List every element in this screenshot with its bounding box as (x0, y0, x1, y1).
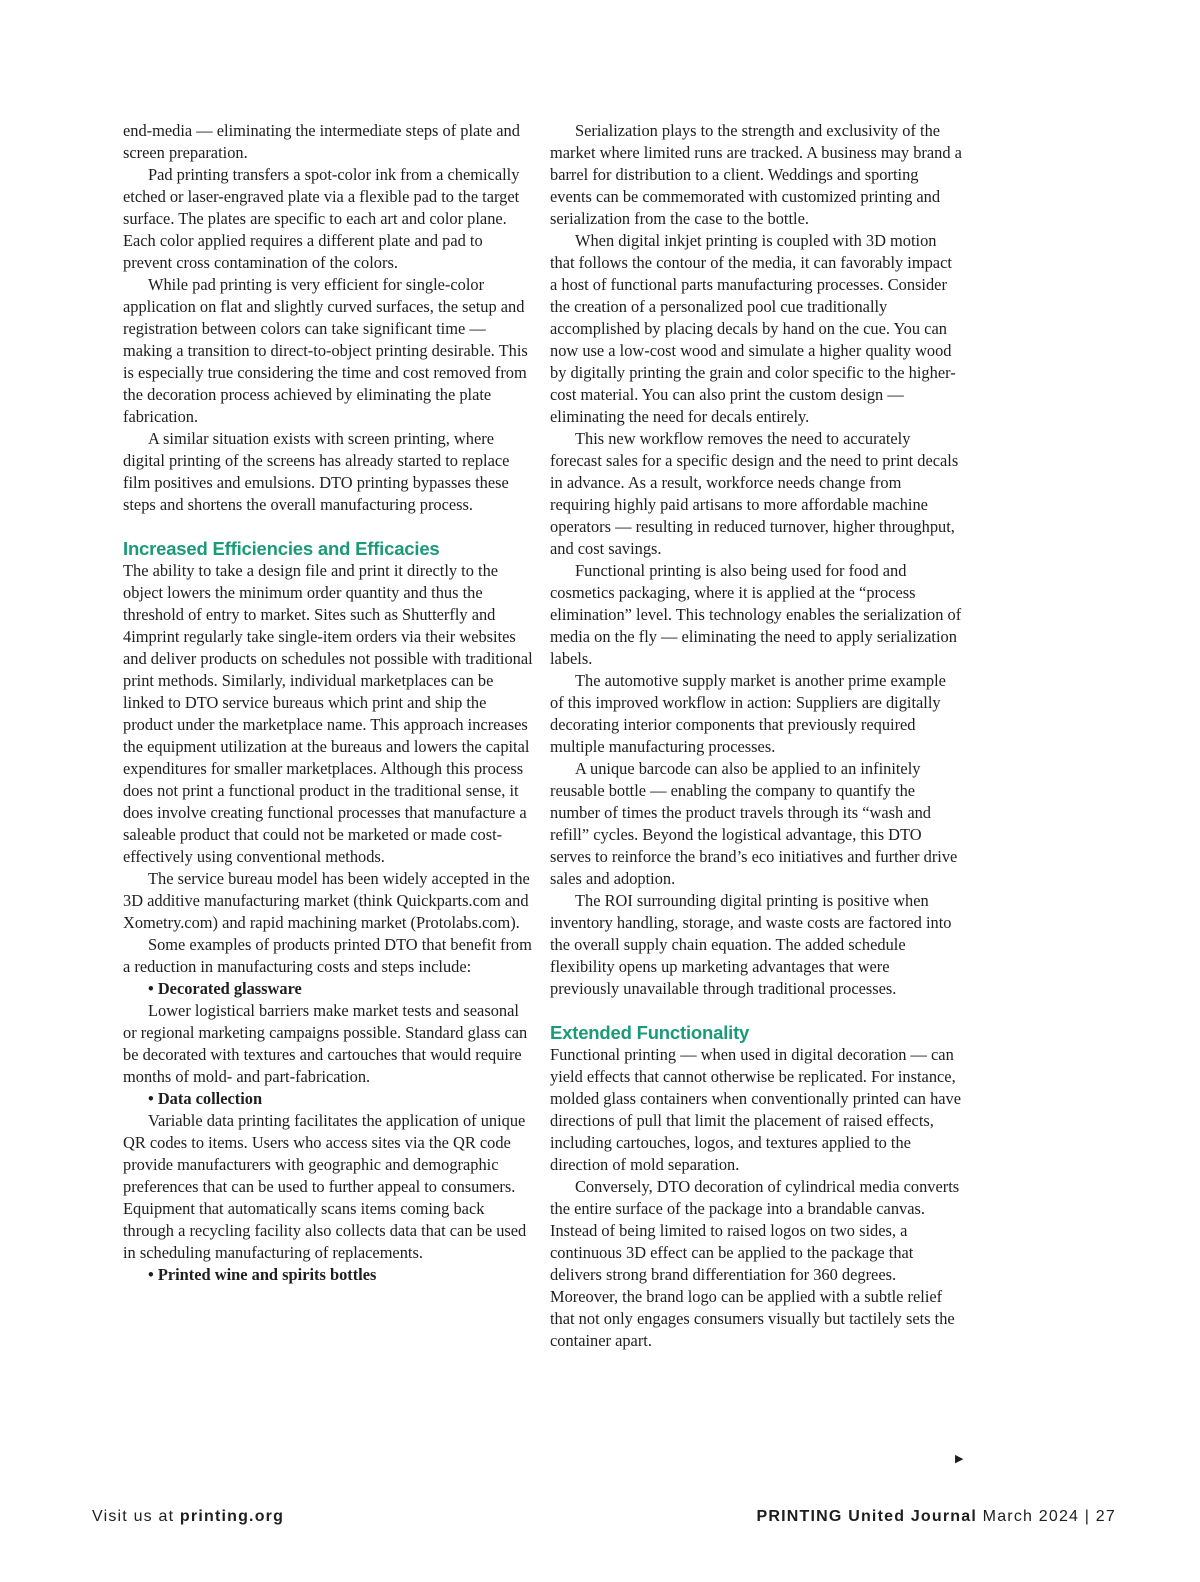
body-paragraph: Variable data printing facilitates the application of unique QR codes to items. Users who access sites via the QR code provide manufacturers with geographic and demographic preferences that can be used to further appeal to consumers. Equipment that automatically scans items coming back through a recycling facility also collects data that can be used in scheduling manufacturing of replacements. (123, 1111, 527, 1262)
footer-left (92, 1508, 284, 1526)
footer-website-link[interactable]: printing.org (179, 1508, 285, 1525)
body-paragraph: Conversely, DTO decoration of cylindrical media converts the entire surface of the package into a brandable canvas. Instead of being limited to raised logos on two sides, a continuous 3D effect can be applied to the package that delivers strong brand differentiation for 360 degrees. Moreover, the brand logo can be applied with a subtle relief that not only engages consumers visually but tactilely sets the container apart. (550, 1177, 960, 1350)
bullet-item: • Decorated glassware (148, 979, 302, 998)
body-paragraph: The ROI surrounding digital printing is positive when inventory handling, storage, and waste costs are factored into the overall supply chain equation. The added schedule flexibility opens up marketing advantages that were previously unavailable through traditional processes. (550, 891, 952, 998)
body-paragraph: Some examples of products printed DTO that benefit from a reduction in manufacturing costs and steps include: (123, 935, 532, 976)
body-paragraph: end-media — eliminating the intermediate steps of plate and screen preparation. (123, 121, 520, 162)
section-heading: Increased Efficiencies and Efficacies (123, 538, 440, 559)
body-paragraph: Functional printing — when used in digital decoration — can yield effects that cannot otherwise be replicated. For instance, molded glass containers when conventionally printed can have directions of pull that limit the placement of raised effects, including cartouches, logos, and textures applied to the direction of mold separation. (550, 1045, 962, 1174)
body-paragraph: Serialization plays to the strength and exclusivity of the market where limited runs are tracked. A business may brand a barrel for distribution to a client. Weddings and sporting events can be commemorated with customized printing and serialization from the case to the bottle. (550, 121, 962, 228)
section-heading: Extended Functionality (550, 1022, 750, 1043)
body-paragraph: The service bureau model has been widely accepted in the 3D additive manufacturing market (think Quickparts.com and Xometry.com) and rapid machining market (Protolabs.com). (123, 869, 530, 932)
body-paragraph: Functional printing is also being used for food and cosmetics packaging, where it is applied at the “process elimination” level. This technology enables the serialization of media on the fly — eliminating the need to apply serialization labels. (550, 561, 962, 668)
body-paragraph: The automotive supply market is another prime example of this improved workflow in action: Suppliers are digitally decorating interior components that previously required multiple manufacturing processes. (550, 671, 946, 756)
body-paragraph: This new workflow removes the need to accurately forecast sales for a specific design and the need to print decals in advance. As a result, workforce needs change from requiring highly paid artisans to more affordable machine operators — resulting in reduced turnover, higher throughput, and cost savings. (550, 429, 959, 558)
footer-issue-page: March 2024 | 27 (977, 1508, 1116, 1525)
bullet-item: • Printed wine and spirits bottles (148, 1265, 377, 1284)
footer-right (757, 1508, 1116, 1526)
body-paragraph: A unique barcode can also be applied to an infinitely reusable bottle — enabling the company to quantify the number of times the product travels through its “wash and refill” cycles. Beyond the logistical advantage, this DTO serves to reinforce the brand’s eco initiatives and further drive sales and adoption. (550, 759, 958, 888)
body-paragraph: The ability to take a design file and print it directly to the object lowers the minimum order quantity and thus the threshold of entry to market. Sites such as Shutterfly and 4imprint regularly take single-item orders via their websites and deliver products on schedules not possible with traditional print methods. Similarly, individual marketplaces can be linked to DTO service bureaus which print and ship the product under the marketplace name. This approach increases the equipment utilization at the bureaus and lowers the capital expenditures for smaller marketplaces. Although this process does not print a functional product in the traditional sense, it does involve creating functional processes that manufacture a saleable product that could not be marketed or made cost-effectively using conventional methods. (123, 561, 533, 866)
body-paragraph: Pad printing transfers a spot-color ink from a chemically etched or laser-engraved plate via a flexible pad to the target surface. The plates are specific to each art and color plane. Each color applied requires a different plate and pad to prevent cross contamination of the colors. (123, 165, 520, 272)
continue-arrow-icon: ▶ (955, 1452, 964, 1465)
footer-brand: PRINTING United Journal (756, 1508, 978, 1525)
bullet-item: • Data collection (148, 1089, 263, 1108)
body-paragraph: When digital inkjet printing is coupled with 3D motion that follows the contour of the media, it can favorably impact a host of functional parts manufacturing processes. Consider the creation of a personalized pool cue traditionally accomplished by placing decals by hand on the cue. You can now use a low-cost wood and simulate a higher quality wood by digitally printing the grain and color specific to the higher-cost material. You can also print the custom design — eliminating the need for decals entirely. (550, 231, 956, 426)
footer-visit-text: Visit us at (92, 1508, 180, 1525)
left-column (123, 120, 533, 1286)
body-paragraph: While pad printing is very efficient for single-color application on flat and slightly curved surfaces, the setup and registration between colors can take significant time — making a transition to direct-to-object printing desirable. This is especially true considering the time and cost removed from the decoration process achieved by eliminating the plate fabrication. (123, 275, 528, 426)
body-paragraph: Lower logistical barriers make market tests and seasonal or regional marketing campaigns possible. Standard glass can be decorated with textures and cartouches that would require months of mold- and part-fabrication. (123, 1001, 528, 1086)
body-paragraph: A similar situation exists with screen printing, where digital printing of the screens has already started to replace film positives and emulsions. DTO printing bypasses these steps and shortens the overall manufacturing process. (123, 429, 510, 514)
right-column (550, 120, 962, 1352)
